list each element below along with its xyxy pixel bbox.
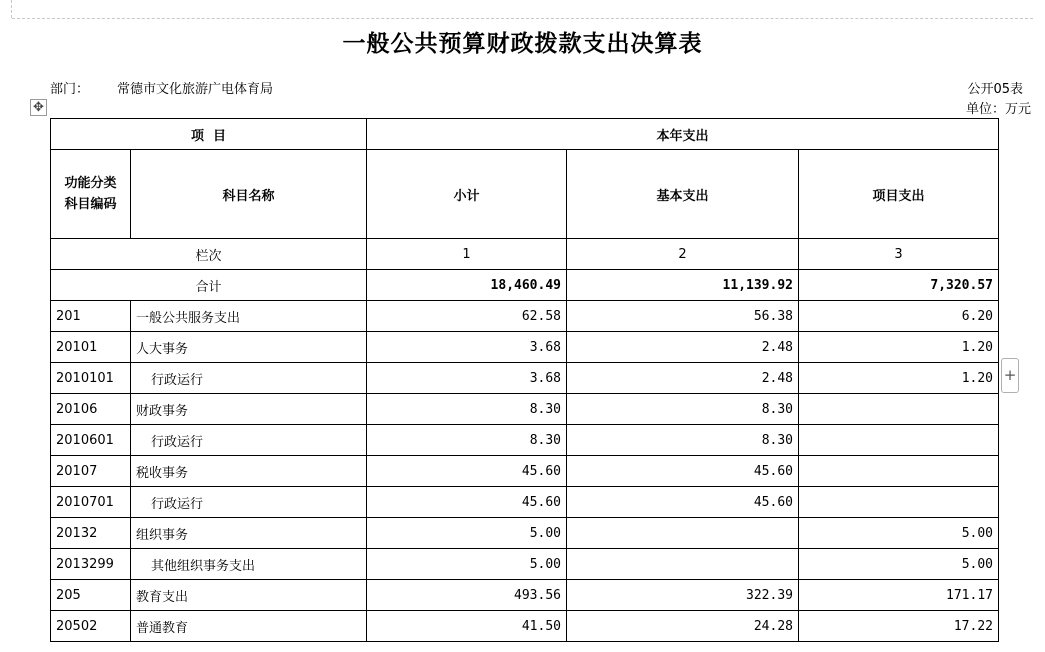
row-subtotal: 62.58 [367,301,567,332]
row-project: 17.22 [799,611,999,642]
row-name: 税收事务 [131,456,367,487]
row-project [799,425,999,456]
row-code: 2010601 [51,425,131,456]
header-subtotal: 小计 [367,150,567,239]
table-row [51,549,999,580]
total-basic: 11,139.92 [567,270,799,301]
row-subtotal: 45.60 [367,456,567,487]
table-row [51,580,999,611]
plus-icon[interactable]: + [1001,358,1019,393]
table-row [51,332,999,363]
header-current-year: 本年支出 [367,119,999,150]
table-row [51,301,999,332]
total-label: 合计 [51,270,367,301]
row-code: 205 [51,580,131,611]
row-name: 教育支出 [131,580,367,611]
expenditure-table [50,118,999,642]
row-basic [567,518,799,549]
row-subtotal: 5.00 [367,549,567,580]
column-index-row [51,239,999,270]
table-row [51,394,999,425]
row-basic: 322.39 [567,580,799,611]
header-basic: 基本支出 [567,150,799,239]
row-subtotal: 3.68 [367,332,567,363]
row-basic: 8.30 [567,394,799,425]
row-project [799,456,999,487]
row-code: 2010101 [51,363,131,394]
row-basic: 45.60 [567,456,799,487]
row-name: 普通教育 [131,611,367,642]
row-name: 行政运行 [131,363,367,394]
total-row [51,270,999,301]
move-arrows-icon[interactable]: ✥ [30,99,47,116]
row-code: 20502 [51,611,131,642]
page-title: 一般公共预算财政拨款支出决算表 [342,30,703,57]
row-subtotal: 3.68 [367,363,567,394]
table-row [51,425,999,456]
column-index-2: 2 [567,239,799,270]
row-name: 组织事务 [131,518,367,549]
page-top-guide [12,18,1033,19]
row-project: 5.00 [799,518,999,549]
row-basic: 56.38 [567,301,799,332]
header-item: 项 目 [51,119,367,150]
row-basic: 2.48 [567,332,799,363]
row-project: 171.17 [799,580,999,611]
row-code: 2013299 [51,549,131,580]
row-name: 其他组织事务支出 [131,549,367,580]
row-code: 201 [51,301,131,332]
row-project: 1.20 [799,332,999,363]
table-row [51,518,999,549]
row-name: 财政事务 [131,394,367,425]
department-line [50,78,273,97]
row-subtotal: 8.30 [367,425,567,456]
row-basic: 45.60 [567,487,799,518]
header-project: 项目支出 [799,150,999,239]
row-code: 20132 [51,518,131,549]
row-subtotal: 8.30 [367,394,567,425]
row-basic: 24.28 [567,611,799,642]
total-subtotal: 18,460.49 [367,270,567,301]
department-value: 常德市文化旅游广电体育局 [117,82,274,97]
row-project: 5.00 [799,549,999,580]
row-name: 一般公共服务支出 [131,301,367,332]
row-subtotal: 5.00 [367,518,567,549]
row-project: 6.20 [799,301,999,332]
header-row-2 [51,150,999,239]
row-basic [567,549,799,580]
table-row [51,487,999,518]
column-index-3: 3 [799,239,999,270]
total-project: 7,320.57 [799,270,999,301]
page-left-guide [11,0,12,18]
row-name: 行政运行 [131,425,367,456]
unit-label: 单位：万元 [965,102,1031,117]
column-index-label: 栏次 [51,239,367,270]
row-code: 20101 [51,332,131,363]
table-row [51,363,999,394]
row-code: 20107 [51,456,131,487]
row-basic: 8.30 [567,425,799,456]
table-row [51,456,999,487]
row-subtotal: 493.56 [367,580,567,611]
row-code: 2010701 [51,487,131,518]
row-name: 人大事务 [131,332,367,363]
row-project [799,487,999,518]
row-name: 行政运行 [131,487,367,518]
department-label: 部门： [50,82,90,97]
column-index-1: 1 [367,239,567,270]
row-code: 20106 [51,394,131,425]
form-code: 公开05表 [967,82,1023,97]
header-row-1 [51,119,999,150]
row-subtotal: 41.50 [367,611,567,642]
table-row [51,611,999,642]
row-subtotal: 45.60 [367,487,567,518]
row-basic: 2.48 [567,363,799,394]
header-func-code: 功能分类科目编码 [51,150,131,239]
row-project [799,394,999,425]
row-project: 1.20 [799,363,999,394]
header-subject-name: 科目名称 [131,150,367,239]
